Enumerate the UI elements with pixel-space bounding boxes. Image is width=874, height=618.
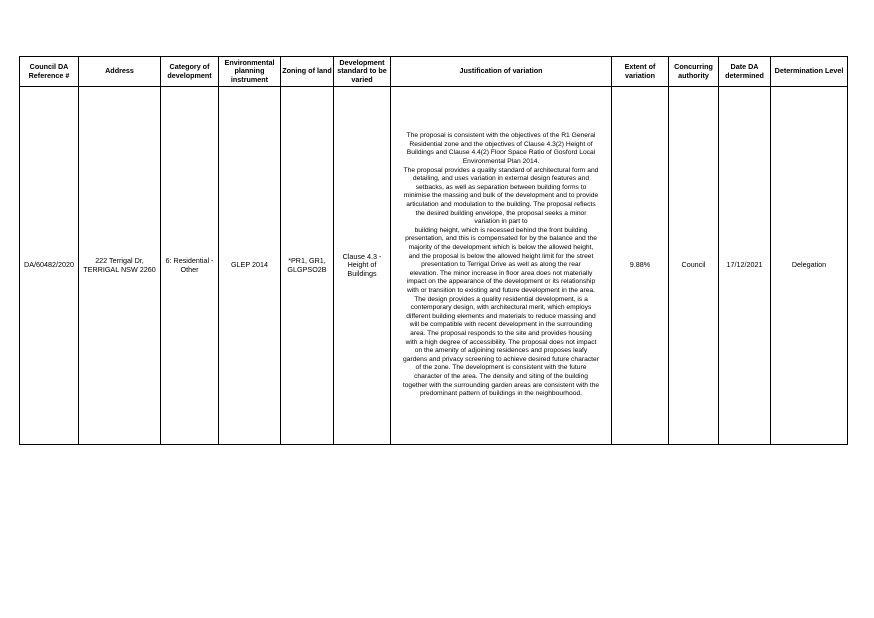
justification-line: with or transition to existing and future development in the area. [406,286,596,294]
justification-line: with a high degree of accessibility. The proposal does not impact [405,338,597,346]
justification-line: setbacks, as well as separation between building forms to [415,183,587,191]
justification-cell [391,87,612,445]
justification-line: the desired building envelope, the proposal seeks a minor [415,209,587,217]
justification-line: presentation, and this is compensated for by the balance and the [405,235,597,243]
date-cell: 17/12/2021 [719,87,771,445]
justification-line: Buildings and Clause 4.4(2) Floor Space Ratio of Gosford Local [406,149,596,157]
table-row [20,87,848,445]
justification-line: presentation to Terrigal Drive as well as along the rear [421,261,581,269]
justification-line: of the zone. The development is consistent with the future [415,364,587,372]
justification-line: The proposal provides a quality standard of architectural form and [403,166,599,174]
justification-line: on the amenity of adjoining residences and proposes leafy [414,347,588,355]
justification-line: character of the area. The density and siting of the building [414,372,588,380]
justification-line: variation in part to [474,218,528,226]
header-row [20,57,848,87]
justification-text [392,132,610,398]
level-cell: Delegation [771,87,848,445]
header-zoning: Zoning of land [281,57,334,87]
justification-line: building height, which is recessed behind the front building [414,226,588,234]
header-extent: Extent of variation [612,57,669,87]
address-line: TERRIGAL NSW 2260 [83,264,156,274]
justification-line: minimise the massing and bulk of the development and to provide [403,192,599,200]
justification-line: will be compatible with recent development in the surrounding [409,321,593,329]
address-cell [79,87,161,445]
authority-cell: Council [669,87,719,445]
justification-line: different building elements and materials to reduce massing and [406,312,596,320]
justification-line: detailing, and uses variation in external design features and [412,175,590,183]
category-cell [161,87,219,445]
extent-cell: 9.88% [612,87,669,445]
instrument-cell: GLEP 2014 [219,87,281,445]
justification-line: The proposal is consistent with the objectives of the R1 General [406,132,596,140]
zoning-line: GLGPSO2B [287,264,327,274]
header-instrument: Environmental planning instrument [219,57,281,87]
justification-line: The design provides a quality residential development, is a [414,295,588,303]
header-category: Category of development [161,57,219,87]
variations-register-table [19,56,848,445]
category-line: 6: Residential - [165,255,214,265]
header-justification: Justification of variation [391,57,612,87]
header-standard: Development standard to be varied [334,57,391,87]
standard-line: Buildings [347,268,377,278]
standard-cell [334,87,391,445]
justification-line: and the proposal is below the allowed height limit for the street [408,252,594,260]
justification-line: together with the surrounding garden areas are consistent with the [402,381,600,389]
justification-line: gardens and privacy screening to achieve desired future character [403,355,599,363]
header-da-reference: Council DA Reference # [20,57,79,87]
justification-line: predominant pattern of buildings in the neighbourhood. [419,390,583,398]
header-address: Address [79,57,161,87]
justification-line: area. The proposal responds to the site and provides housing [410,329,592,337]
standard-line: Clause 4.3 - [342,251,382,261]
zoning-line: *PR1, GR1, [288,255,326,265]
header-level: Determination Level [771,57,848,87]
justification-line: contemporary design, with architectural merit, which employs [410,304,592,312]
justification-line: majority of the development which is below the allowed height, [408,244,594,252]
zoning-cell [281,87,334,445]
justification-line: impact on the appearance of the development or its relationship [406,278,596,286]
justification-line: Residential zone and the objectives of Clause 4.3(2) Height of [409,140,593,148]
address-line: 222 Terrigal Dr, [95,255,144,265]
da-reference-cell: DA/60482/2020 [20,87,79,445]
justification-line: Environmental Plan 2014. [462,158,540,166]
standard-line: Height of [347,260,377,270]
category-line: Other [180,264,199,274]
header-date: Date DA determined [719,57,771,87]
justification-line: articulation and modulation to the building. The proposal reflects [406,201,596,209]
header-authority: Concurring authority [669,57,719,87]
justification-line: elevation. The minor increase in floor area does not materially [409,269,593,277]
